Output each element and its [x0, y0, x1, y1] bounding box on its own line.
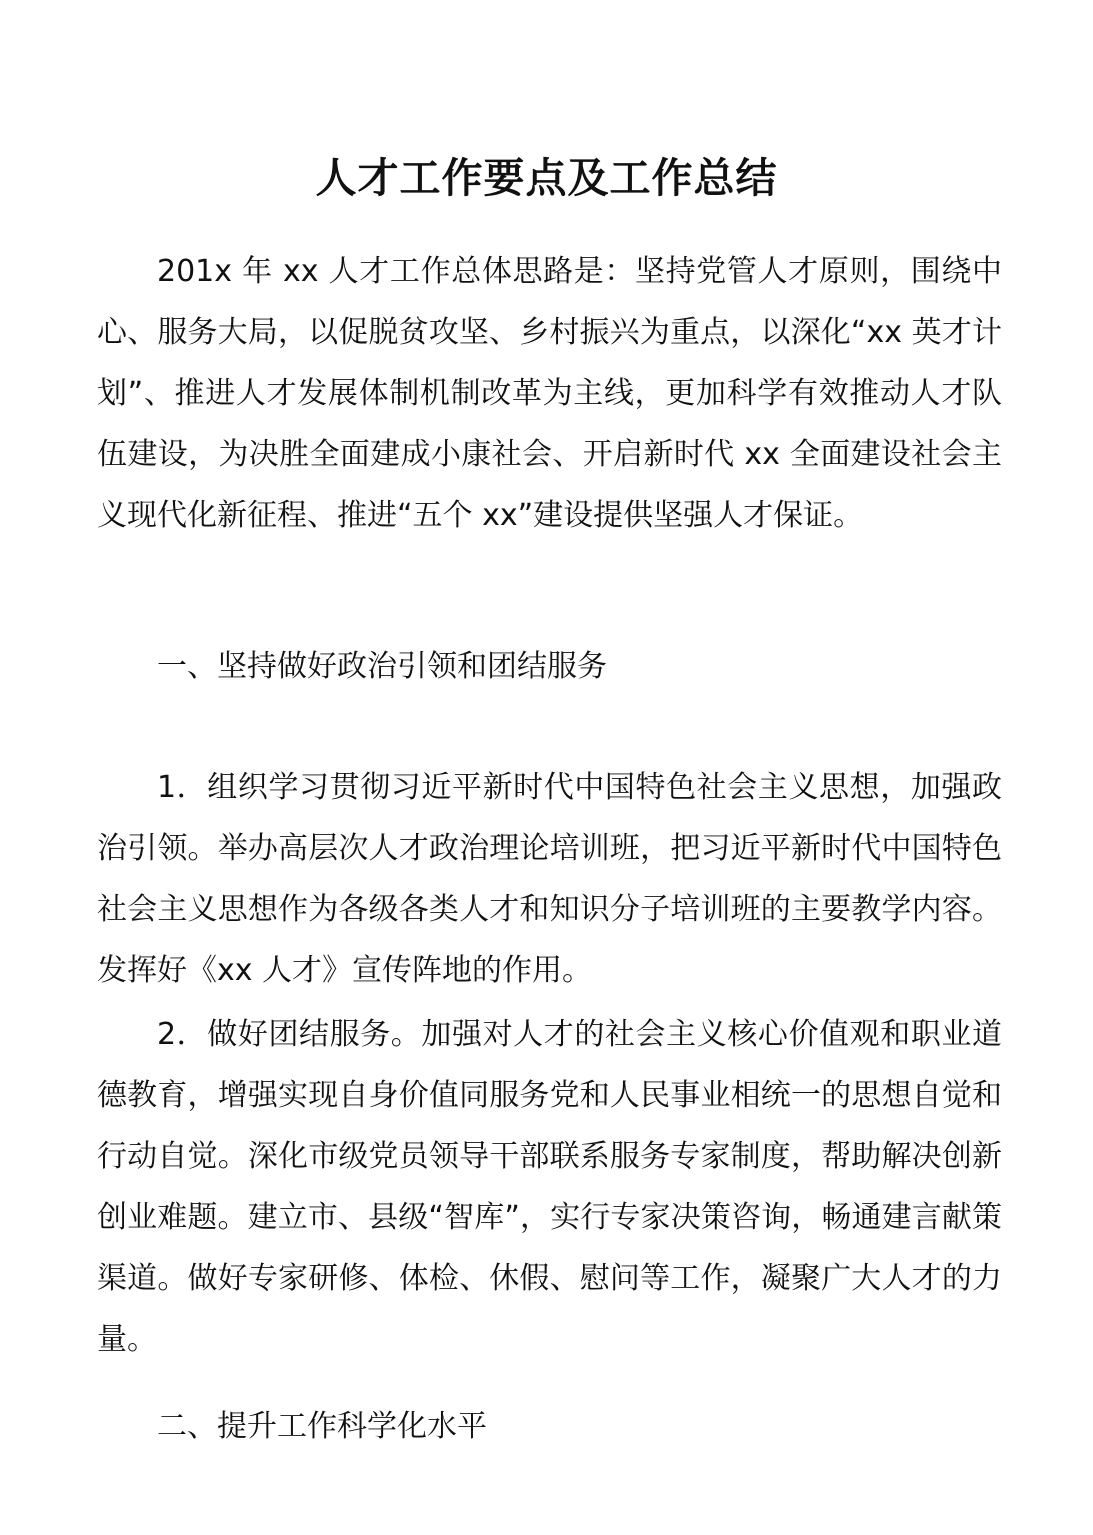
section-heading-1: 一、坚持做好政治引领和团结服务 — [157, 649, 607, 684]
section-heading-2: 二、提升工作科学化水平 — [157, 1409, 487, 1444]
item-paragraph-2: 2．做好团结服务。加强对人才的社会主义核心价值观和职业道德教育，增强实现自身价值同服务党和人民事业相统一的思想自觉和行动自觉。深化市级党员领导干部联系服务专家制度，帮助解决创新创业难题。建立市、县级“智库”，实行专家决策咨询，畅通建言献策渠道。做好专家研修、体检、休假、慰问等工作，凝聚广大人才的力量。 — [97, 1017, 1002, 1357]
item-paragraph-1: 1．组织学习贯彻习近平新时代中国特色社会主义思想，加强政治引领。举办高层次人才政治理论培训班，把习近平新时代中国特色社会主义思想作为各级各类人才和知识分子培训班的主要教学内容。发挥好《xx 人才》宣传阵地的作用。 — [97, 770, 1002, 988]
intro-paragraph: 201x 年 xx 人才工作总体思路是：坚持党管人才原则，围绕中心、服务大局，以促脱贫攻坚、乡村振兴为重点，以深化“xx 英才计划”、推进人才发展体制机制改革为主线，更加科学有效推动人才队伍建设，为决胜全面建成小康社会、开启新时代 xx 全面建设社会主义现代化新征程、推进“五个 xx”建设提供坚强人才保证。 — [97, 254, 1002, 533]
document-title: 人才工作要点及工作总结 — [315, 154, 778, 202]
